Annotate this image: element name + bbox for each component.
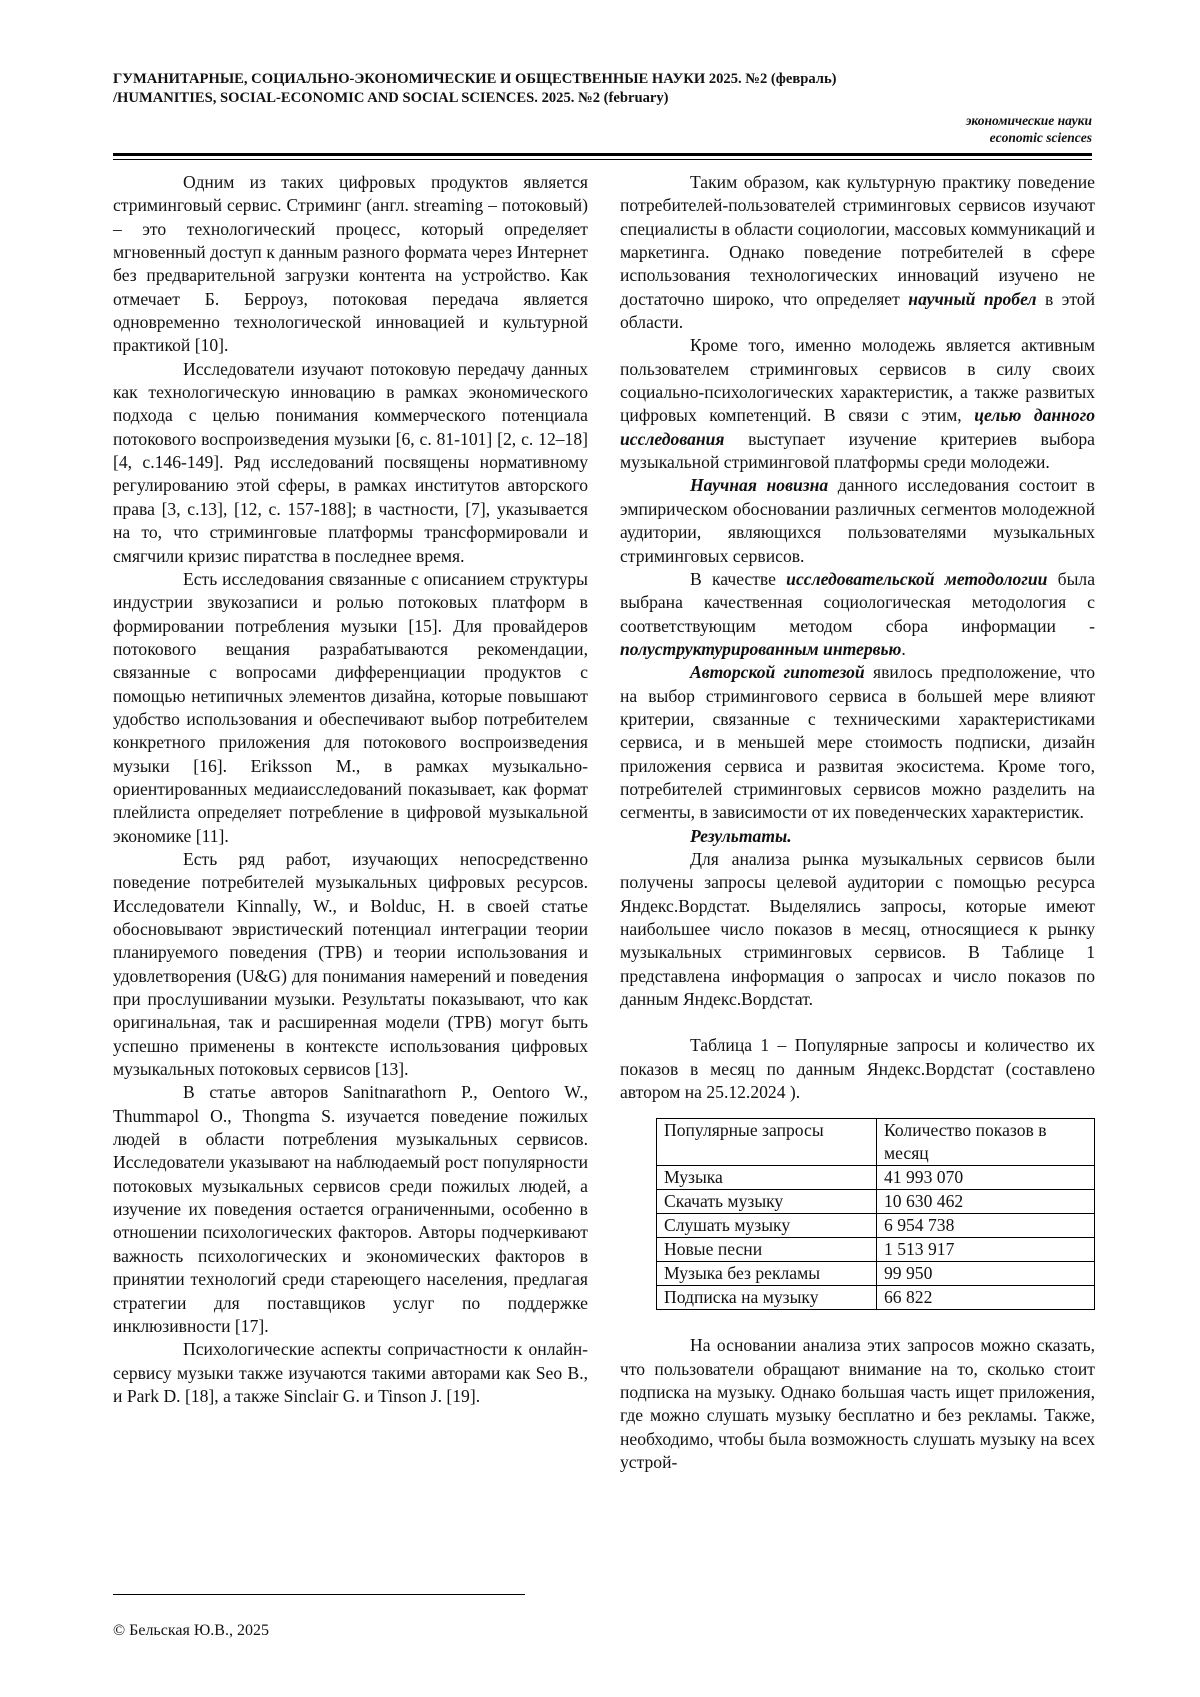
paragraph: Одним из таких цифровых продуктов является стриминговый сервис. Стриминг (англ. streaming – потоковый) – это технологический процесс, который определяет мгновенный доступ к данным разного формата через Интернет без предварительной загрузки контента на устройство. Как отмечает Б. Берроуз, потоковая передача является одновременно технологической инновацией и культурной практикой [10]. xyxy=(113,172,588,356)
count-cell: 66 822 xyxy=(877,1286,1095,1310)
table-header-row xyxy=(657,1119,1095,1166)
text-run: . xyxy=(901,638,906,659)
section-ru: экономические науки xyxy=(965,113,1092,128)
emphasis: Научная новизна xyxy=(690,475,829,496)
text-run: в этой области. xyxy=(620,288,1095,333)
queries-table xyxy=(656,1118,1095,1310)
query-cell: Музыка без рекламы xyxy=(657,1262,877,1286)
table-row xyxy=(657,1190,1095,1214)
paragraph xyxy=(620,171,1095,334)
paragraph: Есть исследования связанные с описанием структуры индустрии звукозаписи и ролью потоковых платформ в формировании потребления музыки [15]. Для провайдеров потокового вещания разрабатываются рекомендации, связанные с вопросами дифференциации продуктов с помощью нетипичных элементов дизайна, которые повышают удобство использования и обеспечивают выбор потребителем конкретного приложения для потокового воспроизведения музыки [16]. Eriksson M., в рамках музыкально-ориентированных медиаисследований показывает, как формат плейлиста определяет потребление в цифровой музыкальной экономике [11]. xyxy=(113,568,588,846)
paragraph: Психологические аспекты сопричастности к онлайн-сервису музыки также изучаются такими авторами как Seo B., и Park D. [18], а также Sinclair G. и Tinson J. [19]. xyxy=(113,1339,588,1406)
section-tag xyxy=(966,112,1092,146)
table-row xyxy=(657,1262,1095,1286)
text-run: была выбрана качественная социологическая методология с соответствующим методом сбора информации - xyxy=(620,568,1096,636)
header-rule-thin xyxy=(113,159,1092,160)
paragraph: На основании анализа этих запросов можно сказать, что пользователи обращают внимание на то, сколько стоит подписка на музыку. Однако большая часть ищет приложения, где можно слушать музыку бесплатно и без рекламы. Также, необходимо, чтобы была возможность слушать музыку на всех устрой- xyxy=(620,1335,1095,1473)
table-row xyxy=(657,1214,1095,1238)
query-cell: Подписка на музыку xyxy=(657,1286,877,1310)
paragraph: В статье авторов Sanitnarathorn P., Oentoro W., Thummapol O., Thongma S. изучается поведение пожилых людей в области потребления музыкальных сервисов. Исследователи указывают на наблюдаемый рост популярности потоковых музыкальных сервисов среди пожилых людей, а изучение их поведения остается ограниченными, особенно в отношении психологических факторов. Авторы подчеркивают важность психологических и экономических факторов в принятии технологий среди стареющего населения, предлагая стратегии для поставщиков услуг по поддержке инклюзивности [17]. xyxy=(113,1082,588,1336)
journal-header xyxy=(113,70,1103,108)
paragraph: Для анализа рынка музыкальных сервисов были получены запросы целевой аудитории с помощью ресурса Яндекс.Вордстат. Выделялись запросы, которые имеют наибольшее число показов в месяц, относящиеся к рынку музыкальных стриминговых сервисов. В Таблице 1 представлена информация о запросах и число показов по данным Яндекс.Вордстат. xyxy=(620,848,1095,1010)
paragraph xyxy=(620,334,1095,474)
table-row xyxy=(657,1166,1095,1190)
text-run: выступает изучение критериев выбора музыкальной стриминговой платформы среди молодежи. xyxy=(620,428,1095,473)
count-cell: 1 513 917 xyxy=(877,1238,1095,1262)
paragraph: Исследователи изучают потоковую передачу данных как технологическую инновацию в рамках экономического подхода с целью понимания коммерческого потенциала потокового воспроизведения музыки [6, с. 81-101] [2, с. 12–18] [4, с.146-149]. Ряд исследований посвящены нормативному регулированию этой сферы, в рамках институтов авторского права [3, с.13], [12, с. 157-188]; в частности, [7], указывается на то, что стриминговые платформы трансформировали и смягчили кризис пиратства в последнее время. xyxy=(113,358,588,566)
count-cell: 10 630 462 xyxy=(877,1190,1095,1214)
journal-title-en: /HUMANITIES, SOCIAL-ECONOMIC AND SOCIAL SCIENCES. 2025. №2 (february) xyxy=(113,90,669,106)
copyright: © Бельская Ю.В., 2025 xyxy=(113,1622,269,1639)
journal-title-ru: ГУМАНИТАРНЫЕ, СОЦИАЛЬНО-ЭКОНОМИЧЕСКИЕ И ОБЩЕСТВЕННЫЕ НАУКИ 2025. №2 (февраль) xyxy=(113,71,837,87)
header-rule-thick xyxy=(113,153,1092,156)
query-cell: Скачать музыку xyxy=(657,1190,877,1214)
section-en: economic sciences xyxy=(989,130,1092,145)
count-cell: 99 950 xyxy=(877,1262,1095,1286)
emphasis: Авторской гипотезой xyxy=(690,662,865,683)
table-row xyxy=(657,1238,1095,1262)
paragraph xyxy=(620,474,1095,567)
table-header-cell: Популярные запросы xyxy=(657,1119,877,1166)
right-column xyxy=(620,171,1095,1474)
footnote-rule xyxy=(113,1594,525,1595)
text-run: Таким образом, как культурную практику поведение потребителей-пользователей стриминговых сервисов изучают специалисты в области социологии, массовых коммуникаций и маркетинга. Однако поведение потребителей в сфере использования технологических инноваций изучено не достаточно широко, что определяет xyxy=(620,172,1095,309)
emphasis: полуструктурированным интервью xyxy=(620,638,902,659)
emphasis: Результаты. xyxy=(690,825,792,846)
paragraph: Есть ряд работ, изучающих непосредственно поведение потребителей музыкальных цифровых ресурсов. Исследователи Kinnally, W., и Bolduc, H. в своей статье обосновывают эвристический потенциал интеграции теории планируемого поведения (TPB) и теории использования и удовлетворения (U&G) для понимания намерений и поведения при прослушивании музыки. Результаты показывают, что как оригинальная, так и расширенная модели (TPB) могут быть успешно применены в контексте использования цифровых музыкальных потоковых сервисов [13]. xyxy=(113,848,588,1080)
table-caption: Таблица 1 – Популярные запросы и количество их показов в месяц по данным Яндекс.Вордстат (составлено автором на 25.12.2024 ). xyxy=(620,1035,1095,1103)
text-run: Кроме того, именно молодежь является активным пользователем стриминговых сервисов в силу своих социально-психологических характеристик, а также развитых цифровых компетенций. В связи с этим, xyxy=(620,335,1095,426)
query-cell: Музыка xyxy=(657,1166,877,1190)
query-cell: Новые песни xyxy=(657,1238,877,1262)
count-cell: 41 993 070 xyxy=(877,1166,1095,1190)
left-column xyxy=(113,171,588,1408)
text-run: явилось предположение, что на выбор стримингового сервиса в большей мере влияют критерии, связанные с техническими характеристиками сервиса, и в меньшей мере стоимость подписки, дизайн приложения сервиса и развитая экосистема. Кроме того, потребителей стриминговых сервисов можно разделить на сегменты, в зависимости от их поведенческих характеристик. xyxy=(620,662,1095,823)
emphasis: целью данного исследования xyxy=(620,405,1095,449)
text-run: В качестве xyxy=(690,568,787,589)
table-header-cell: Количество показов в месяц xyxy=(877,1119,1095,1166)
paragraph xyxy=(620,568,1095,661)
query-cell: Слушать музыку xyxy=(657,1214,877,1238)
results-heading xyxy=(620,825,1095,848)
emphasis: научный пробел xyxy=(908,288,1037,309)
paragraph xyxy=(620,661,1095,824)
count-cell: 6 954 738 xyxy=(877,1214,1095,1238)
emphasis: исследовательской методологии xyxy=(786,568,1048,589)
text-run: данного исследования состоит в эмпирическом обосновании различных сегментов молодежной аудитории, являющихся пользователями музыкальных стриминговых сервисов. xyxy=(620,475,1095,566)
table-row xyxy=(657,1286,1095,1310)
